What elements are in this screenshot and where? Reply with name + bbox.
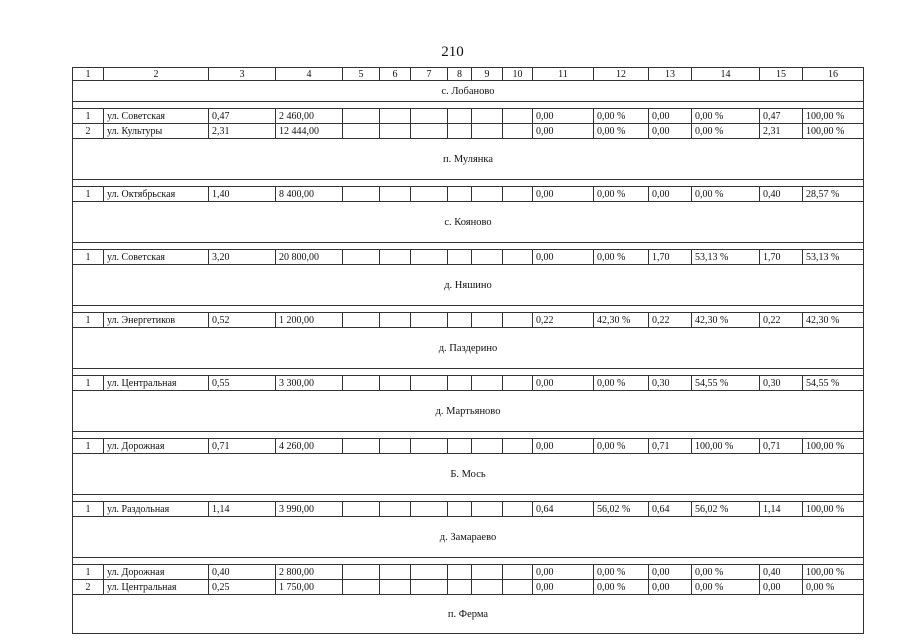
table-cell: [343, 250, 380, 265]
table-cell: [503, 565, 533, 580]
table-cell: [448, 439, 472, 454]
table-cell: 3,20: [209, 250, 276, 265]
settlement-header-row: [73, 328, 864, 369]
table-cell: [343, 580, 380, 595]
table-cell: 0,00 %: [692, 109, 760, 124]
table-cell: 20 800,00: [276, 250, 343, 265]
table-cell: [472, 124, 503, 139]
table-cell: [343, 109, 380, 124]
table-cell: 100,00 %: [692, 439, 760, 454]
table-cell: 0,00: [649, 109, 692, 124]
table-cell: [380, 313, 411, 328]
table-cell: [411, 187, 448, 202]
table-cell: [503, 124, 533, 139]
table-cell: 0,40: [209, 565, 276, 580]
table-cell: 0,40: [760, 187, 803, 202]
table-cell: 0,00: [533, 124, 594, 139]
table-cell: 1: [73, 565, 104, 580]
settlement-name: с. Кояново: [73, 202, 864, 243]
table-cell: 4 260,00: [276, 439, 343, 454]
table-cell: ул. Советская: [104, 109, 209, 124]
table-cell: [472, 187, 503, 202]
column-number-cell: 1: [73, 68, 104, 81]
table-cell: 2,31: [209, 124, 276, 139]
table-cell: 1: [73, 250, 104, 265]
table-row: [73, 439, 864, 454]
spacer-cell: [73, 495, 864, 502]
table-cell: 54,55 %: [803, 376, 864, 391]
column-number-cell: 16: [803, 68, 864, 81]
table-cell: 54,55 %: [692, 376, 760, 391]
table-cell: 0,00: [533, 376, 594, 391]
table-cell: [472, 502, 503, 517]
table-cell: ул. Энергетиков: [104, 313, 209, 328]
table-cell: [343, 124, 380, 139]
table-cell: 3 990,00: [276, 502, 343, 517]
table-row: [73, 502, 864, 517]
table-row: [73, 124, 864, 139]
table-cell: 0,00: [649, 580, 692, 595]
table-cell: [503, 187, 533, 202]
settlement-name: д. Паздерино: [73, 328, 864, 369]
table-cell: 0,00: [533, 250, 594, 265]
spacer-cell: [73, 102, 864, 109]
table-cell: [411, 439, 448, 454]
settlement-name: п. Ферма: [73, 595, 864, 634]
table-cell: 100,00 %: [803, 439, 864, 454]
settlement-name: д. Замараево: [73, 517, 864, 558]
table-cell: [472, 376, 503, 391]
table-row: [73, 565, 864, 580]
table-cell: 1: [73, 109, 104, 124]
column-number-cell: 6: [380, 68, 411, 81]
settlement-header-row: [73, 81, 864, 102]
column-number-cell: 10: [503, 68, 533, 81]
table-cell: 0,00 %: [692, 565, 760, 580]
table-cell: [448, 313, 472, 328]
table-cell: 0,00 %: [594, 565, 649, 580]
table-cell: 0,00 %: [594, 187, 649, 202]
table-cell: ул. Дорожная: [104, 439, 209, 454]
table-cell: 0,47: [760, 109, 803, 124]
row-spacer: [73, 180, 864, 187]
table-body: [73, 68, 864, 634]
table-cell: [411, 580, 448, 595]
table-cell: 0,00 %: [594, 124, 649, 139]
table-cell: 0,00: [649, 187, 692, 202]
settlement-header-row: [73, 595, 864, 634]
table-cell: [448, 502, 472, 517]
table-cell: 2: [73, 580, 104, 595]
table-cell: 2 460,00: [276, 109, 343, 124]
table-cell: 0,00 %: [594, 439, 649, 454]
table-cell: [380, 187, 411, 202]
table-cell: [380, 439, 411, 454]
table-cell: [380, 376, 411, 391]
table-cell: [472, 250, 503, 265]
table-cell: 0,71: [649, 439, 692, 454]
table-row: [73, 580, 864, 595]
table-cell: [380, 580, 411, 595]
spacer-cell: [73, 180, 864, 187]
table-cell: [448, 187, 472, 202]
table-cell: 1: [73, 376, 104, 391]
table-cell: 1,14: [760, 502, 803, 517]
column-number-cell: 14: [692, 68, 760, 81]
table-cell: [503, 502, 533, 517]
settlement-name: п. Мулянка: [73, 139, 864, 180]
table-cell: 2,31: [760, 124, 803, 139]
column-number-cell: 11: [533, 68, 594, 81]
table-cell: 53,13 %: [803, 250, 864, 265]
column-number-cell: 13: [649, 68, 692, 81]
table-cell: 12 444,00: [276, 124, 343, 139]
table-cell: 8 400,00: [276, 187, 343, 202]
table-row: [73, 376, 864, 391]
table-cell: 0,40: [760, 565, 803, 580]
table-cell: [380, 502, 411, 517]
table-cell: 2: [73, 124, 104, 139]
settlement-header-row: [73, 265, 864, 306]
table-cell: [472, 439, 503, 454]
roads-table: [72, 67, 864, 634]
table-cell: 2 800,00: [276, 565, 343, 580]
table-cell: [411, 376, 448, 391]
table-cell: [503, 109, 533, 124]
table-cell: 0,00 %: [594, 376, 649, 391]
table-cell: 0,30: [649, 376, 692, 391]
table-cell: 0,00: [533, 439, 594, 454]
table-cell: 0,00: [649, 565, 692, 580]
table-cell: 1: [73, 439, 104, 454]
table-cell: [411, 250, 448, 265]
table-cell: 3 300,00: [276, 376, 343, 391]
table-cell: ул. Центральная: [104, 580, 209, 595]
column-number-cell: 7: [411, 68, 448, 81]
table-cell: 0,30: [760, 376, 803, 391]
column-number-row: [73, 68, 864, 81]
table-cell: 0,25: [209, 580, 276, 595]
table-cell: 1,70: [649, 250, 692, 265]
table-cell: [448, 109, 472, 124]
table-cell: [503, 313, 533, 328]
settlement-name: с. Лобаново: [73, 81, 864, 102]
table-cell: 0,64: [533, 502, 594, 517]
column-number-cell: 3: [209, 68, 276, 81]
table-cell: 0,00: [533, 109, 594, 124]
table-cell: [343, 502, 380, 517]
table-cell: 100,00 %: [803, 502, 864, 517]
table-cell: 0,00 %: [594, 109, 649, 124]
row-spacer: [73, 306, 864, 313]
table-cell: 42,30 %: [803, 313, 864, 328]
table-cell: [448, 124, 472, 139]
table-cell: 100,00 %: [803, 124, 864, 139]
table-cell: ул. Центральная: [104, 376, 209, 391]
table-cell: 0,00 %: [692, 124, 760, 139]
table-cell: [448, 250, 472, 265]
table-cell: [343, 187, 380, 202]
table-cell: 42,30 %: [594, 313, 649, 328]
table-cell: 0,22: [760, 313, 803, 328]
settlement-name: д. Мартьяново: [73, 391, 864, 432]
table-cell: [411, 109, 448, 124]
table-cell: 1,40: [209, 187, 276, 202]
spacer-cell: [73, 369, 864, 376]
table-cell: 0,22: [649, 313, 692, 328]
row-spacer: [73, 558, 864, 565]
column-number-cell: 4: [276, 68, 343, 81]
table-cell: 1: [73, 313, 104, 328]
table-cell: 0,71: [209, 439, 276, 454]
settlement-header-row: [73, 202, 864, 243]
table-cell: ул. Культуры: [104, 124, 209, 139]
table-cell: 56,02 %: [692, 502, 760, 517]
table-cell: [380, 250, 411, 265]
column-number-cell: 15: [760, 68, 803, 81]
table-cell: [503, 376, 533, 391]
spacer-cell: [73, 432, 864, 439]
table-cell: [411, 313, 448, 328]
table-cell: 0,00 %: [594, 250, 649, 265]
column-number-cell: 5: [343, 68, 380, 81]
table-cell: 0,22: [533, 313, 594, 328]
column-number-cell: 12: [594, 68, 649, 81]
row-spacer: [73, 243, 864, 250]
table-cell: 1 200,00: [276, 313, 343, 328]
table-cell: [472, 109, 503, 124]
settlement-header-row: [73, 454, 864, 495]
table-cell: 100,00 %: [803, 109, 864, 124]
column-number-cell: 9: [472, 68, 503, 81]
table-cell: ул. Дорожная: [104, 565, 209, 580]
table-cell: 0,00: [649, 124, 692, 139]
table-cell: 0,00 %: [803, 580, 864, 595]
table-cell: [503, 580, 533, 595]
table-cell: [472, 313, 503, 328]
table-cell: [448, 376, 472, 391]
table-cell: [343, 313, 380, 328]
table-cell: [503, 439, 533, 454]
table-cell: 0,00: [760, 580, 803, 595]
table-cell: 0,00: [533, 187, 594, 202]
row-spacer: [73, 369, 864, 376]
table-cell: 0,47: [209, 109, 276, 124]
table-cell: ул. Октябрьская: [104, 187, 209, 202]
table-cell: 0,55: [209, 376, 276, 391]
table-cell: 0,64: [649, 502, 692, 517]
settlement-name: Б. Мось: [73, 454, 864, 495]
table-cell: [380, 109, 411, 124]
table-cell: [380, 565, 411, 580]
column-number-cell: 2: [104, 68, 209, 81]
table-cell: 1,14: [209, 502, 276, 517]
table-cell: ул. Раздольная: [104, 502, 209, 517]
settlement-name: д. Няшино: [73, 265, 864, 306]
table-cell: [343, 376, 380, 391]
settlement-header-row: [73, 391, 864, 432]
table-cell: [343, 439, 380, 454]
table-cell: 0,00 %: [692, 580, 760, 595]
table-cell: 1: [73, 502, 104, 517]
table-cell: [472, 565, 503, 580]
table-cell: 42,30 %: [692, 313, 760, 328]
settlement-header-row: [73, 517, 864, 558]
table-row: [73, 250, 864, 265]
table-cell: 0,00 %: [692, 187, 760, 202]
table-cell: 53,13 %: [692, 250, 760, 265]
column-number-cell: 8: [448, 68, 472, 81]
table-cell: 56,02 %: [594, 502, 649, 517]
table-cell: 0,00: [533, 580, 594, 595]
table-cell: [448, 580, 472, 595]
row-spacer: [73, 102, 864, 109]
table-cell: [503, 250, 533, 265]
table-cell: 1 750,00: [276, 580, 343, 595]
table-cell: 0,00: [533, 565, 594, 580]
table-cell: [380, 124, 411, 139]
table-cell: [411, 502, 448, 517]
table-cell: [448, 565, 472, 580]
table-row: [73, 313, 864, 328]
table-row: [73, 187, 864, 202]
spacer-cell: [73, 243, 864, 250]
table-cell: [411, 124, 448, 139]
spacer-cell: [73, 558, 864, 565]
table-cell: ул. Советская: [104, 250, 209, 265]
table-row: [73, 109, 864, 124]
table-cell: 28,57 %: [803, 187, 864, 202]
table-cell: 0,71: [760, 439, 803, 454]
table-cell: 1,70: [760, 250, 803, 265]
row-spacer: [73, 432, 864, 439]
table-cell: 0,52: [209, 313, 276, 328]
table-cell: 0,00 %: [594, 580, 649, 595]
page-number: 210: [441, 44, 464, 60]
spacer-cell: [73, 306, 864, 313]
table-cell: [472, 580, 503, 595]
table-cell: [411, 565, 448, 580]
table-cell: 1: [73, 187, 104, 202]
table-cell: [343, 565, 380, 580]
settlement-header-row: [73, 139, 864, 180]
row-spacer: [73, 495, 864, 502]
table-cell: 100,00 %: [803, 565, 864, 580]
